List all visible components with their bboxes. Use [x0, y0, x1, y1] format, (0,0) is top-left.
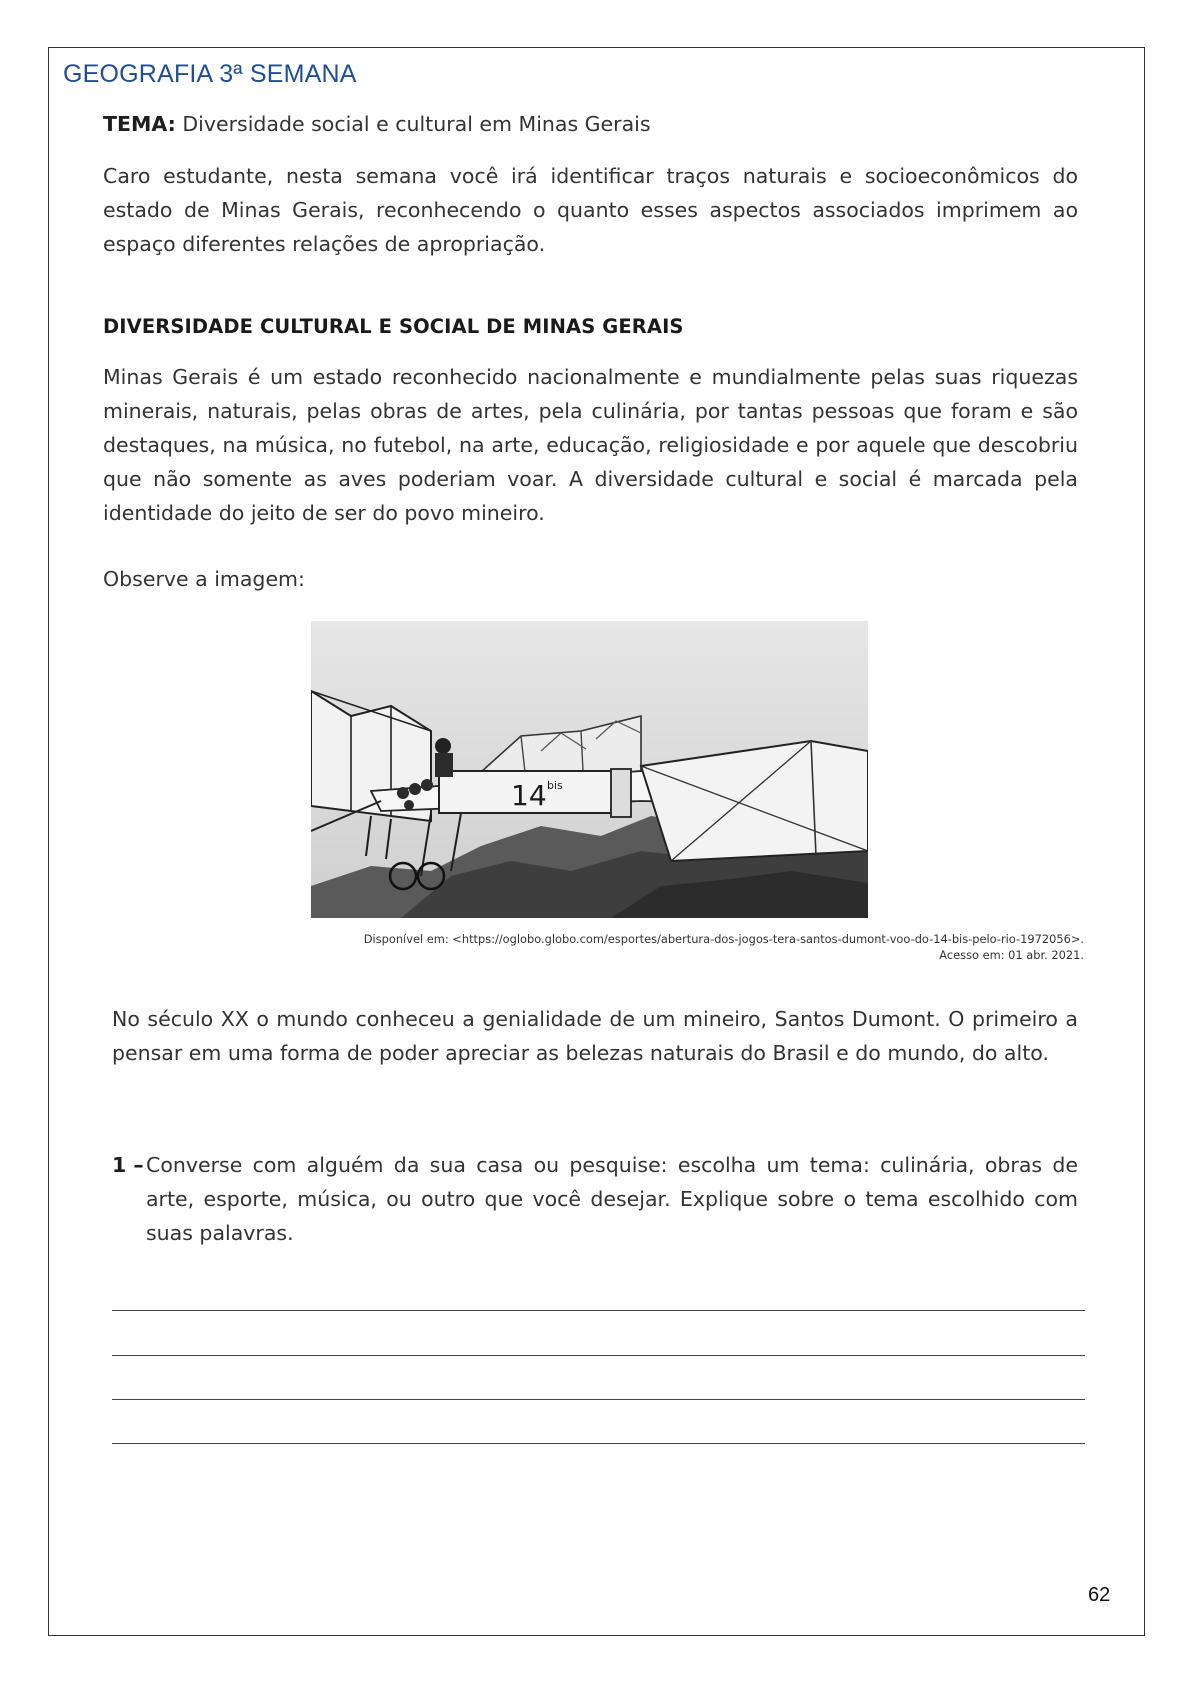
plane-label-sup: bis — [547, 779, 563, 792]
section-body-paragraph: Minas Gerais é um estado reconhecido nacionalmente e mundialmente pelas suas riquezas minerais, naturais, pelas obras de artes, pela culinária, por tantas pessoas que foram e são destaques, na música, no futebol, na arte, educação, religiosidade e por aquele que descobriu que não somente as aves poderiam voar. A diversidade cultural e social é marcada pela identidade do jeito de ser do povo mineiro. — [103, 365, 1078, 525]
question-text: Converse com alguém da sua casa ou pesquise: escolha um tema: culinária, obras de arte, esporte, música, ou outro que você desejar. Explique sobre o tema escolhido com suas palavras. — [146, 1153, 1078, 1245]
answer-line[interactable] — [112, 1310, 1085, 1311]
theme-label: TEMA: — [103, 112, 176, 136]
plane-label: 14 — [511, 779, 547, 812]
figure-caption-access: Acesso em: 01 abr. 2021. — [939, 948, 1084, 962]
theme-value: Diversidade social e cultural em Minas Gerais — [182, 112, 651, 136]
question-1 — [112, 1148, 1078, 1250]
observe-instruction: Observe a imagem: — [103, 567, 305, 591]
page-number: 62 — [1088, 1584, 1111, 1606]
figure-caption-source: Disponível em: <https://oglobo.globo.com/esportes/abertura-dos-jogos-tera-santos-dumont-voo-do-14-bis-pelo-rio-1972056>. — [363, 932, 1084, 946]
page-title: GEOGRAFIA 3ª SEMANA — [63, 60, 357, 88]
question-number: 1 – — [112, 1153, 144, 1177]
answer-line[interactable] — [112, 1443, 1085, 1444]
section-title: DIVERSIDADE CULTURAL E SOCIAL DE MINAS GERAIS — [103, 315, 684, 338]
after-figure-paragraph: No século XX o mundo conheceu a genialidade de um mineiro, Santos Dumont. O primeiro a pensar em uma forma de poder apreciar as belezas naturais do Brasil e do mundo, do alto. — [112, 1007, 1078, 1065]
santos-dumont-14-bis-photo — [311, 621, 868, 918]
answer-line[interactable] — [112, 1355, 1085, 1356]
theme-line — [103, 112, 651, 136]
answer-line[interactable] — [112, 1399, 1085, 1400]
intro-paragraph: Caro estudante, nesta semana você irá identificar traços naturais e socioeconômicos do estado de Minas Gerais, reconhecendo o quanto esses aspectos associados imprimem ao espaço diferentes relações de apropriação. — [103, 164, 1078, 256]
